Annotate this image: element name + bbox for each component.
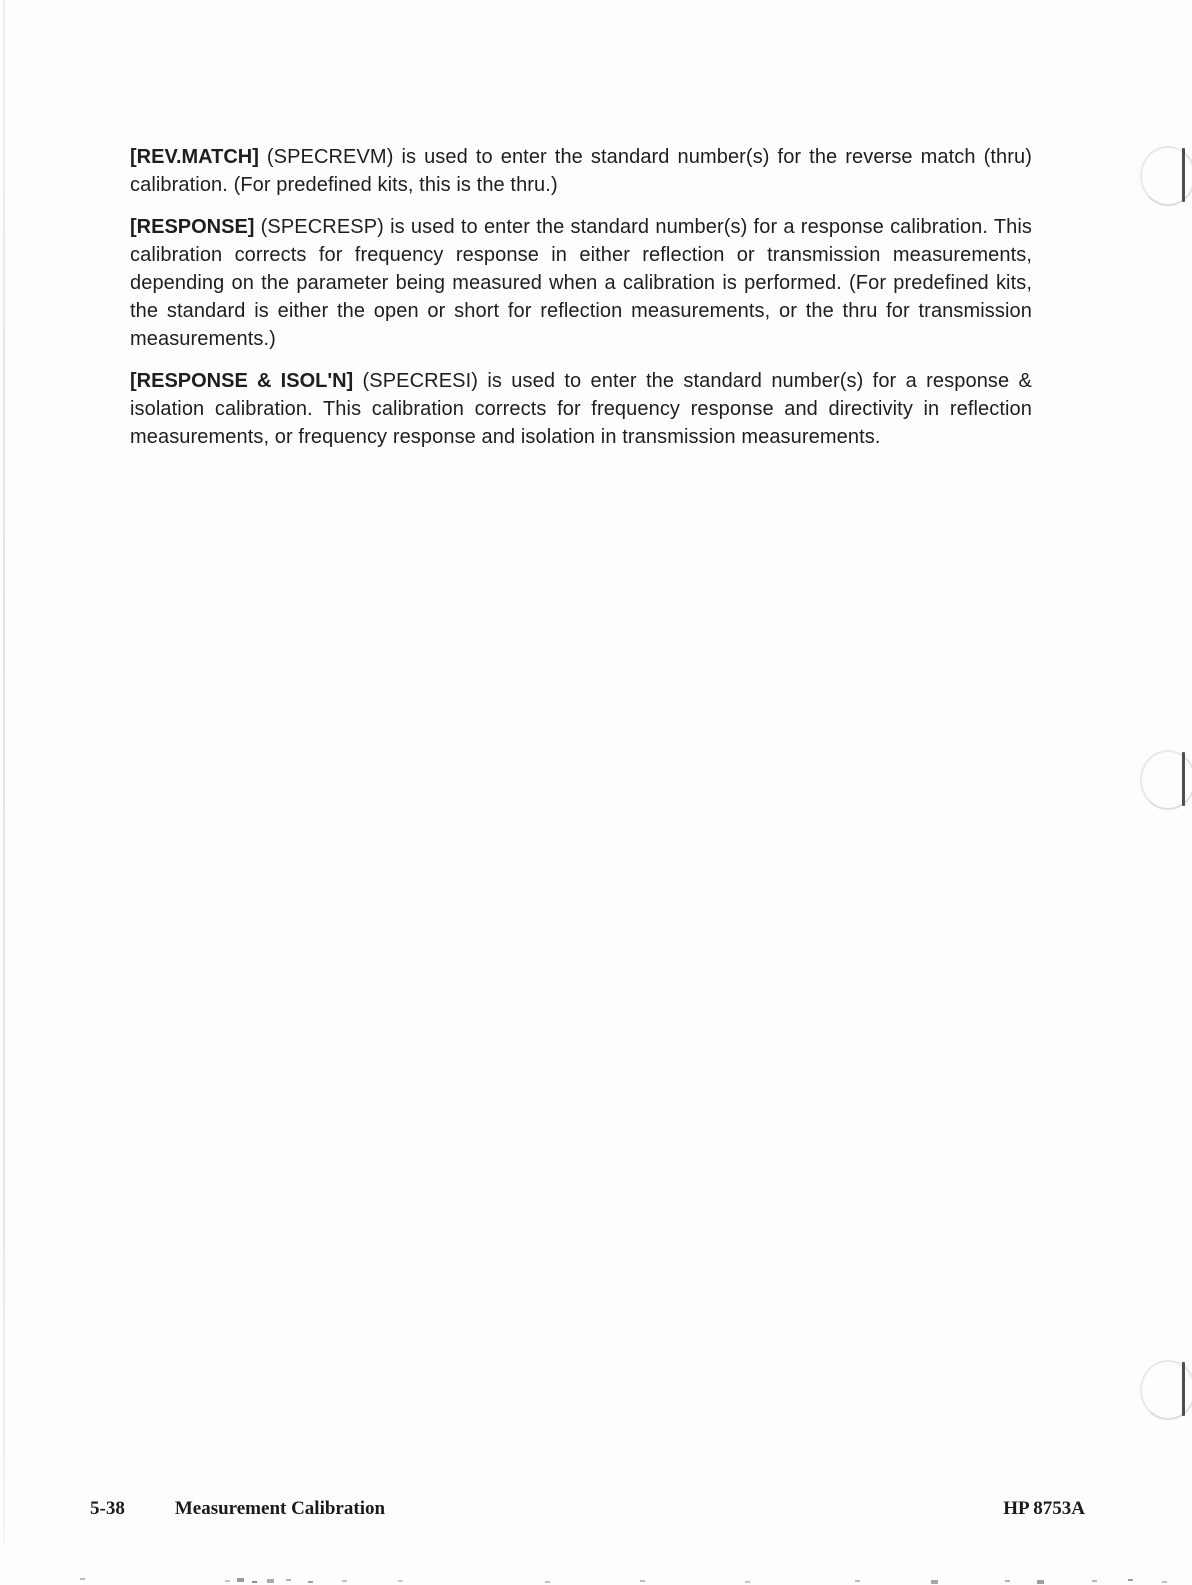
- binding-hole-icon: [1140, 750, 1192, 812]
- page-content: [130, 143, 1032, 465]
- paragraph-rev-match: [130, 143, 1032, 199]
- binding-hole-bar: [1182, 148, 1185, 202]
- binding-hole-icon: [1140, 1360, 1192, 1422]
- paragraph-response-text: (SPECRESP) is used to enter the standard number(s) for a response calibration. This calibration corrects for frequency response in either reflection or transmission measurements, depending on the parameter being measured when a calibration is performed. (For predefined kits, the standard is either the open or short for reflection measurements, or the thru for transmission measurements.): [130, 216, 1032, 350]
- paragraph-rev-match-text: (SPECREVM) is used to enter the standard number(s) for the reverse match (thru) calibration. (For predefined kits, this is the thru.): [130, 146, 1032, 196]
- footer-page-number: 5-38: [90, 1498, 125, 1519]
- softkey-label-response-isoln: [RESPONSE & ISOL'N]: [130, 370, 354, 392]
- softkey-label-rev-match: [REV.MATCH]: [130, 146, 259, 168]
- binding-hole-bar: [1182, 1362, 1185, 1416]
- scan-bottom-noise: [80, 1578, 85, 1580]
- footer-section-title: Measurement Calibration: [174, 1498, 386, 1519]
- binding-hole-bar: [1182, 752, 1185, 806]
- paragraph-response: [130, 213, 1032, 353]
- paragraph-response-isoln-text: (SPECRESI) is used to enter the standard number(s) for a response & isolation calibration. This calibration corrects for frequency response and directivity in reflection measurements, or frequency response and isolation in transmission measurements.: [130, 370, 1032, 448]
- binding-hole-icon: [1140, 146, 1192, 208]
- paragraph-response-isoln: [130, 367, 1032, 451]
- scan-left-edge-line: [3, 0, 5, 1545]
- page-footer: [90, 1498, 1085, 1520]
- softkey-label-response: [RESPONSE]: [130, 216, 255, 238]
- footer-model-number: HP 8753A: [1003, 1498, 1085, 1519]
